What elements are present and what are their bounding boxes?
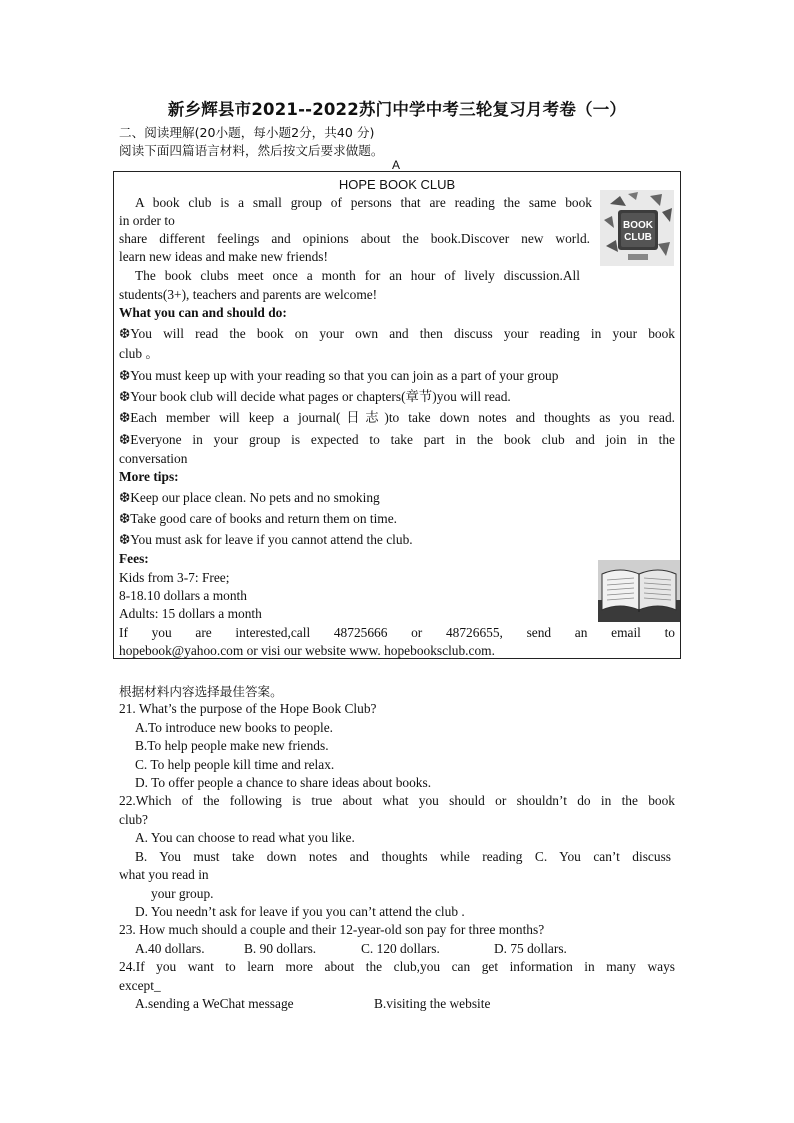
question-22: 22.Which of the following is true about what you should or shouldn’t do in the book (119, 793, 675, 808)
rule-item: ❆Everyone in your group is expected to take part in the book club and join in the (119, 432, 675, 447)
option-22a: A. You can choose to read what you like. (135, 830, 355, 845)
option-23a: A.40 dollars. (135, 941, 205, 956)
question-22: club? (119, 812, 148, 827)
open-book-image (598, 560, 680, 622)
intro-text: share different feelings and opinions about the book.Discover new world. (119, 231, 590, 246)
option-22d: D. You needn’t ask for leave if you you can’t attend the club . (135, 904, 465, 919)
tip-item: ❆You must ask for leave if you cannot attend the club. (119, 532, 413, 547)
option-23b: B. 90 dollars. (244, 941, 317, 956)
fee-item: Kids from 3-7: Free; (119, 570, 230, 585)
instruction-text: 阅读下面四篇语言材料，然后按文后要求做题。 (119, 143, 384, 158)
fees-heading: Fees: (119, 551, 149, 566)
tips-heading: More tips: (119, 469, 179, 484)
option-24b: B.visiting the website (374, 996, 491, 1011)
rule-item: conversation (119, 451, 188, 466)
question-24: 24.If you want to learn more about the club,you can get information in many ways (119, 959, 675, 974)
option-21c: C. To help people kill time and relax. (135, 757, 335, 772)
rule-item: ❆You must keep up with your reading so that you can join as a part of your group (119, 368, 559, 383)
option-22b: B. You must take down notes and thoughts while reading C. You can’t discuss (135, 849, 671, 864)
section-heading: 二、阅读理解(20小题，每小题2分，共40 分) (119, 125, 375, 140)
ad-heading: HOPE BOOK CLUB (338, 177, 456, 192)
logo-text-club: CLUB (624, 232, 652, 243)
option-22c: your group. (151, 886, 214, 901)
fee-item: 8-18.10 dollars a month (119, 588, 247, 603)
rule-item: ❆Each member will keep a journal(日志)to take down notes and thoughts as you read. (119, 410, 675, 425)
question-21: 21. What’s the purpose of the Hope Book Club? (119, 701, 377, 716)
intro-text: learn new ideas and make new friends! (119, 249, 328, 264)
option-23d: D. 75 dollars. (494, 941, 567, 956)
question-24: except_ (119, 978, 161, 993)
intro-text: A book club is a small group of persons that are reading the same book (135, 195, 592, 210)
page-title: 新乡辉县市2021--2022苏门中学中考三轮复习月考卷（一） (167, 100, 627, 119)
rule-item: club 。 (119, 346, 159, 361)
fee-item: Adults: 15 dollars a month (119, 606, 262, 621)
option-22b: what you read in (119, 867, 209, 882)
contact-text: If you are interested,call 48725666 or 48726655, send an email to (119, 625, 675, 640)
rule-item: ❆Your book club will decide what pages or chapters(章节)you will read. (119, 389, 511, 404)
rule-item: ❆You will read the book on your own and then discuss your reading in your book (119, 326, 675, 341)
option-21d: D. To offer people a chance to share ideas about books. (135, 775, 432, 790)
option-24a: A.sending a WeChat message (135, 996, 294, 1011)
book-club-logo-image (600, 190, 674, 266)
option-21a: A.To introduce new books to people. (135, 720, 334, 735)
meeting-text: students(3+), teachers and parents are welcome! (119, 287, 378, 302)
question-23: 23. How much should a couple and their 12-year-old son pay for three months? (119, 922, 545, 937)
intro-text: in order to (119, 213, 175, 228)
option-23c: C. 120 dollars. (361, 941, 440, 956)
option-21b: B.To help people make new friends. (135, 738, 329, 753)
contact-text: hopebook@yahoo.com or visi our website www. hopebooksclub.com. (119, 643, 495, 658)
passage-letter: A (392, 158, 401, 172)
tip-item: ❆Keep our place clean. No pets and no smoking (119, 490, 380, 505)
questions-prompt: 根据材料内容选择最佳答案。 (119, 684, 283, 699)
logo-text-book: BOOK (623, 220, 653, 231)
meeting-text: The book clubs meet once a month for an hour of lively discussion.All (135, 268, 580, 283)
should-do-heading: What you can and should do: (119, 305, 287, 320)
tip-item: ❆Take good care of books and return them on time. (119, 511, 398, 526)
